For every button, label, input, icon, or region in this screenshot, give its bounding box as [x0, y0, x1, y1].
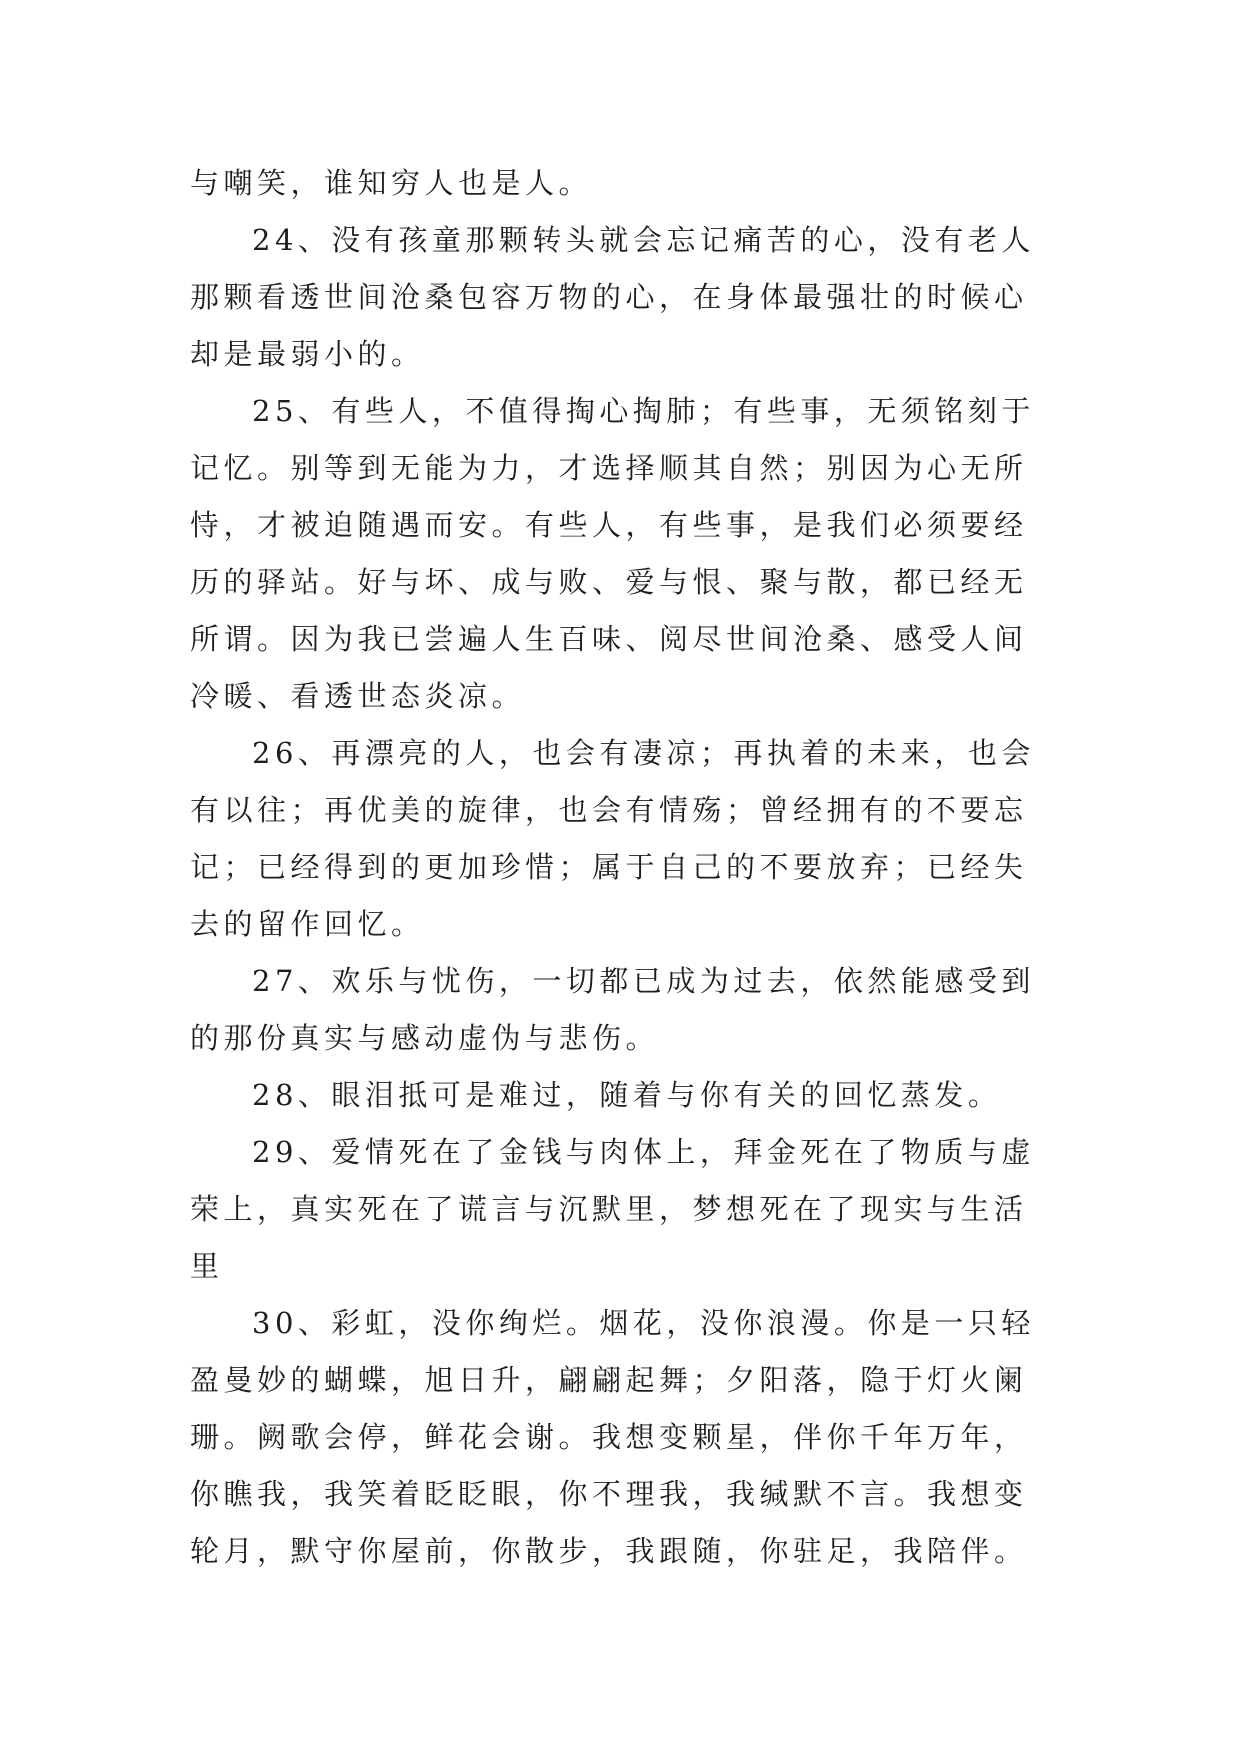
paragraph-continuation: 与嘲笑，谁知穷人也是人。	[190, 166, 593, 200]
paragraph-29: 29、爱情死在了金钱与肉体上，拜金死在了物质与虚荣上，真实死在了谎言与沉默里，梦想死在了现实与生活里	[190, 1135, 1035, 1283]
paragraph-26: 26、再漂亮的人，也会有凄凉；再执着的未来，也会有以往；再优美的旋律，也会有情殇；曾经拥有的不要忘记；已经得到的更加珍惜；属于自己的不要放弃；已经失去的留作回忆。	[190, 736, 1035, 941]
paragraph-27: 27、欢乐与忧伤，一切都已成为过去，依然能感受到的那份真实与感动虚伪与悲伤。	[190, 964, 1035, 1055]
paragraph-30: 30、彩虹，没你绚烂。烟花，没你浪漫。你是一只轻盈曼妙的蝴蝶，旭日升，翩翩起舞；夕阳落，隐于灯火阑珊。阙歌会停，鲜花会谢。我想变颗星，伴你千年万年，你瞧我，我笑着眨眨眼，你不理我，我缄默不言。我想变轮月，默守你屋前，你散步，我跟随，你驻足，我陪伴。	[190, 1306, 1035, 1568]
paragraph-24: 24、没有孩童那颗转头就会忘记痛苦的心，没有老人那颗看透世间沧桑包容万物的心，在身体最强壮的时候心却是最弱小的。	[190, 223, 1035, 371]
document-body	[190, 155, 1050, 1580]
paragraph-25: 25、有些人，不值得掏心掏肺；有些事，无须铭刻于记忆。别等到无能为力，才选择顺其自然；别因为心无所恃，才被迫随遇而安。有些人，有些事，是我们必须要经历的驿站。好与坏、成与败、爱与恨、聚与散，都已经无所谓。因为我已尝遍人生百味、阅尽世间沧桑、感受人间冷暖、看透世态炎凉。	[190, 394, 1035, 713]
paragraph-28: 28、眼泪抵可是难过，随着与你有关的回忆蒸发。	[252, 1078, 1002, 1112]
